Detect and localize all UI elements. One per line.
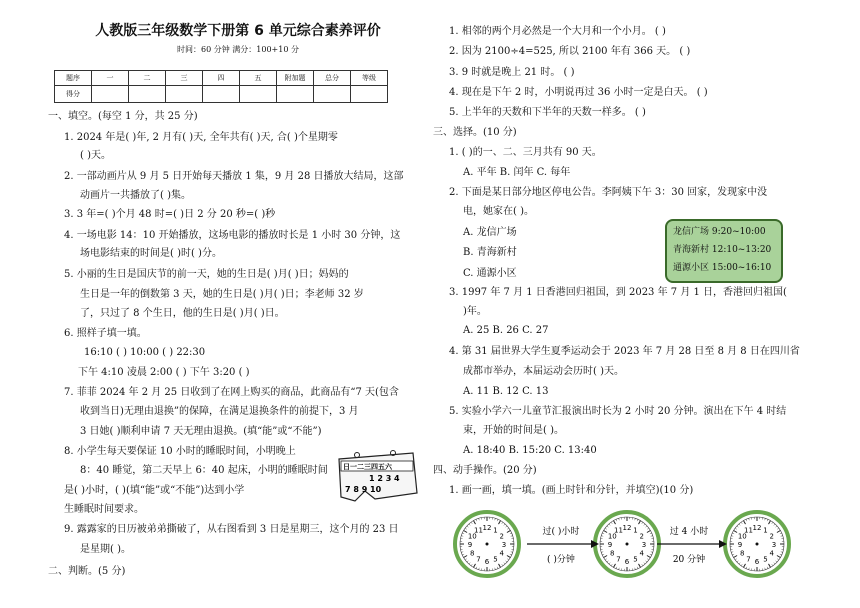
score-input-cell[interactable] [351, 86, 388, 103]
option-row: A. 18:40 B. 15:20 C. 13:40 [463, 445, 597, 456]
score-header-cell: 附加题 [277, 71, 314, 86]
question-line: )年。 [463, 306, 487, 317]
score-input-cell[interactable] [92, 86, 129, 103]
notice-line: 龙信广场 9:20~10:00 [673, 227, 766, 237]
clock-number: 2 [639, 532, 644, 541]
question-line: 电，她家在( )。 [463, 206, 534, 217]
clock-number: 4 [639, 549, 644, 558]
score-input-cell[interactable] [314, 86, 351, 103]
clock-number: 12 [482, 524, 492, 532]
clock-number: 2 [769, 532, 774, 541]
question-line: 生日是一年的倒数第 3 天，她的生日是( )月( )日；李老师 32 岁 [80, 289, 364, 300]
score-table [54, 70, 388, 103]
question-line: 了，只过了 8 个生日，他的生日是( )月( )日。 [80, 308, 285, 319]
clock-number: 12 [752, 524, 762, 532]
score-input-cell[interactable] [129, 86, 166, 103]
clock-number: 9 [467, 541, 473, 549]
clock-number: 9 [737, 541, 743, 549]
question-line: 1. 画一画，填一填。(画上时针和分针，并填空)(10 分) [449, 485, 694, 496]
clock-number: 11 [614, 526, 623, 535]
clock-number: 7 [746, 555, 751, 564]
section-heading-hands-on: 四、动手操作。(20 分) [433, 465, 537, 476]
torn-calendar-illustration [335, 449, 419, 505]
clock-face-icon[interactable] [455, 512, 519, 576]
clock-number: 10 [467, 532, 477, 541]
option-row: A. 11 B. 12 C. 13 [463, 386, 549, 397]
question-line: 3 日她( )顺利申请 7 天无理由退换。(填“能”或“不能”) [80, 426, 322, 437]
clock-face-icon[interactable] [595, 512, 659, 576]
clock-number: 4 [499, 549, 504, 558]
clock-number: 11 [744, 526, 753, 535]
clock-number: 6 [754, 558, 760, 566]
score-input-cell[interactable] [166, 86, 203, 103]
calendar-weekday-header: 日一二三四五六 [343, 463, 392, 471]
question-line: 2. 下面是某日部分地区停电公告。李阿姨下午 3：30 回家，发现家中没 [449, 187, 768, 198]
option-line: A. 龙信广场 [463, 227, 517, 238]
clock-number: 5 [763, 555, 768, 564]
question-line: 下午 4:10 凌晨 2:00 ( ) 下午 3:20 ( ) [78, 367, 250, 378]
question-line: 是星期( )。 [80, 544, 131, 555]
option-line: B. 青海新村 [463, 247, 517, 258]
option-row: A. 25 B. 26 C. 27 [463, 325, 549, 336]
score-header-cell: 总分 [314, 71, 351, 86]
question-line: 7. 菲菲 2024 年 2 月 25 日收到了在网上购买的商品，此商品有“7 天(包含 [64, 387, 399, 398]
score-header-cell: 五 [240, 71, 277, 86]
clock-number: 7 [476, 555, 481, 564]
option-line: C. 通源小区 [463, 268, 517, 279]
question-line: 收到当日)无理由退换”的保障，在满足退换条件的前提下，3 月 [80, 406, 359, 417]
clock-number: 3 [501, 541, 507, 549]
clock-number: 6 [484, 558, 490, 566]
clock-number: 12 [622, 524, 632, 532]
section-heading-true-false: 二、判断。(5 分) [48, 566, 126, 577]
question-line: 5. 上半年的天数和下半年的天数一样多。 ( ) [449, 107, 646, 118]
clock-number: 1 [633, 526, 638, 535]
score-header-cell: 题序 [55, 71, 92, 86]
clock-number: 2 [499, 532, 504, 541]
clock-number: 10 [737, 532, 747, 541]
question-line: 生睡眠时间要求。 [64, 504, 144, 515]
clock-number: 4 [769, 549, 774, 558]
op2-bottom-label: 20 分钟 [672, 555, 706, 565]
score-header-cell: 二 [129, 71, 166, 86]
score-input-cell[interactable] [240, 86, 277, 103]
clock-number: 1 [763, 526, 768, 535]
clock-number: 8 [610, 549, 615, 558]
clock-number: 6 [624, 558, 630, 566]
question-line: 动画片一共播放了( )集。 [80, 190, 191, 201]
option-row: A. 平年 B. 闰年 C. 每年 [463, 167, 571, 178]
section-heading-choice: 三、选择。(10 分) [433, 127, 517, 138]
question-line: 2. 一部动画片从 9 月 5 日开始每天播放 1 集，9 月 28 日播放大结局，这部 [64, 171, 404, 182]
clock-number: 5 [493, 555, 498, 564]
notice-line: 通源小区 15:00~16:10 [673, 263, 772, 273]
question-line: 8：40 睡觉，第二天早上 6：40 起床，小明的睡眠时间 [80, 465, 328, 476]
question-line: 3. 3 年=( )个月 48 时=( )日 2 分 20 秒=( )秒 [64, 209, 276, 220]
score-input-cell[interactable] [203, 86, 240, 103]
clock-number: 5 [633, 555, 638, 564]
question-line: 3. 1997 年 7 月 1 日香港回归祖国，到 2023 年 7 月 1 日，香港回归祖国( [449, 287, 787, 298]
clock-number: 7 [616, 555, 621, 564]
calendar-row-1: 1 2 3 4 [369, 474, 400, 483]
score-input-cell[interactable] [277, 86, 314, 103]
question-line: 1. 相邻的两个月必然是一个大月和一个小月。 ( ) [449, 26, 666, 37]
question-line: 3. 9 时就是晚上 21 时。 ( ) [449, 67, 575, 78]
exam-info: 时间：60 分钟 满分：100+10 分 [177, 45, 299, 54]
calendar-row-2: 7 8 9 10 [345, 485, 382, 494]
question-line: ( )天。 [80, 150, 111, 161]
clock-number: 3 [771, 541, 777, 549]
clock-number: 3 [641, 541, 647, 549]
question-line: 9. 露露家的日历被弟弟撕破了，从右图看到 3 日是星期三，这个月的 23 日 [64, 524, 399, 535]
question-line: 1. 2024 年是( )年, 2 月有( )天, 全年共有( )天, 合( )个星期零 [64, 132, 338, 143]
question-line: 5. 小丽的生日是国庆节的前一天，她的生日是( )月( )日；妈妈的 [64, 269, 349, 280]
section-heading-fill-in: 一、填空。(每空 1 分，共 25 分) [48, 111, 198, 122]
question-line: 4. 第 31 届世界大学生夏季运动会于 2023 年 7 月 28 日至 8 月 8 日在四川省 [449, 346, 800, 357]
op2-top-label: 过 4 小时 [669, 527, 709, 537]
clock-number: 1 [493, 526, 498, 535]
notice-line: 青海新村 12:10~13:20 [673, 245, 772, 255]
clock-number: 8 [740, 549, 745, 558]
question-line: 2. 因为 2100÷4=525, 所以 2100 年有 366 天。 ( ) [449, 46, 691, 57]
score-row-label: 得分 [55, 86, 92, 103]
score-header-cell: 三 [166, 71, 203, 86]
score-table-score-row [55, 86, 388, 103]
question-line: 6. 照样子填一填。 [64, 328, 147, 339]
clock-exercise [451, 502, 791, 586]
question-line: 束，开始的时间是( )。 [463, 425, 564, 436]
clock-number: 9 [607, 541, 613, 549]
op1-bottom-label: ( )分钟 [547, 555, 575, 565]
question-line: 16:10 ( ) 10:00 ( ) 22:30 [84, 347, 206, 358]
clock-face-icon[interactable] [725, 512, 789, 576]
op1-top-label: 过( )小时 [542, 527, 580, 537]
score-header-cell: 四 [203, 71, 240, 86]
clock-number: 10 [607, 532, 617, 541]
score-header-cell: 等级 [351, 71, 388, 86]
question-line: 5. 实验小学六一儿童节汇报演出时长为 2 小时 20 分钟。演出在下午 4 时结 [449, 406, 787, 417]
power-outage-notice [665, 219, 783, 283]
question-line: 8. 小学生每天要保证 10 小时的睡眠时间，小明晚上 [64, 446, 296, 457]
clock-number: 11 [474, 526, 483, 535]
page-title: 人教版三年级数学下册第 6 单元综合素养评价 [95, 23, 381, 39]
question-line: 4. 现在是下午 2 时，小明说再过 36 小时一定是白天。 ( ) [449, 87, 708, 98]
question-line: 是( )小时，( )(填“能”或“不能”)达到小学 [64, 485, 245, 496]
question-line: 1. ( )的一、二、三月共有 90 天。 [449, 147, 602, 158]
score-header-cell: 一 [92, 71, 129, 86]
question-line: 场电影结束的时间是( )时( )分。 [80, 248, 222, 259]
score-table-header-row [55, 71, 388, 86]
clock-number: 8 [470, 549, 475, 558]
question-line: 4. 一场电影 14：10 开始播放，这场电影的播放时长是 1 小时 30 分钟，这 [64, 230, 401, 241]
question-line: 成都市举办，本届运动会历时( )天。 [463, 366, 624, 377]
